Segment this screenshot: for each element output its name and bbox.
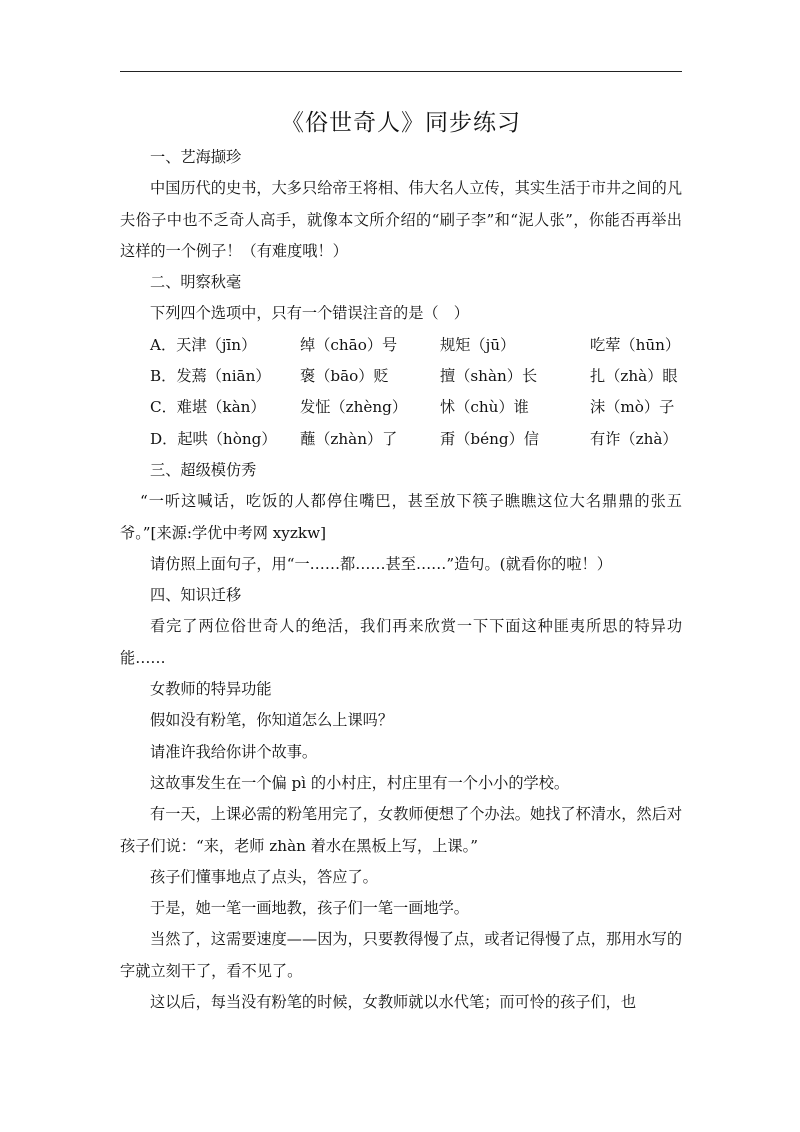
option-item: 有诈（zhà） [590, 429, 678, 448]
story-title: 女教师的特异功能 [150, 680, 272, 699]
option-item: 擅（shàn）长 [440, 367, 538, 386]
section-4-heading: 四、知识迁移 [150, 586, 242, 605]
option-row-b [150, 361, 682, 392]
section-1-heading: 一、艺海撷珍 [150, 148, 242, 166]
option-item: D．起哄（hòng） [150, 429, 277, 448]
option-item: 吃荤（hūn） [590, 335, 681, 354]
option-row-a [150, 330, 682, 361]
option-item: C．难堪（kàn） [150, 398, 266, 417]
header-rule [120, 71, 682, 72]
option-item: 蘸（zhàn）了 [300, 429, 398, 448]
story-paragraph: 于是，她一笔一画地教，孩子们一笔一画地学。 [150, 899, 469, 918]
option-item: 沫（mò）子 [590, 398, 675, 417]
story-paragraph: 这以后，每当没有粉笔的时候，女教师就以水代笔；而可怜的孩子们，也 [150, 993, 636, 1012]
section-3-heading: 三、超级模仿秀 [150, 460, 257, 479]
option-item: 发怔（zhèng） [300, 398, 408, 417]
section-3-quote: “一听这喊话，吃饭的人都停住嘴巴，甚至放下筷子瞧瞧这位大名鼎鼎的张五爷。”[来源:学优中考网 xyzkw] [120, 492, 682, 542]
section-2-heading: 二、明察秋毫 [150, 273, 242, 292]
option-item: B．发蔫（niān） [150, 367, 271, 386]
section-4-intro: 看完了两位俗世奇人的绝活，我们再来欣赏一下下面这种匪夷所思的特异功能…… [120, 617, 682, 667]
option-row-d [150, 424, 682, 455]
option-row-c [150, 392, 682, 423]
story-paragraph: 假如没有粉笔，你知道怎么上课吗？ [150, 711, 393, 730]
section-3-task: 请仿照上面句子，用“一……都……甚至……”造句。(就看你的啦！） [150, 554, 612, 573]
option-item: 扎（zhà）眼 [590, 367, 678, 386]
story-paragraph: 当然了，这需要速度——因为，只要教得慢了点，或者记得慢了点，那用水写的字就立刻干了，看不见了。 [120, 930, 682, 980]
option-item: 绰（chāo）号 [300, 335, 398, 354]
option-item: A．天津（jīn） [150, 335, 257, 354]
option-item: 褒（bāo）贬 [300, 367, 389, 386]
option-item: 甭（béng）信 [440, 429, 539, 448]
story-paragraph: 请准许我给你讲个故事。 [150, 742, 318, 761]
page-title: 《俗世奇人》同步练习 [281, 110, 521, 136]
document-body [120, 142, 682, 1018]
story-paragraph: 有一天，上课必需的粉笔用完了，女教师便想了个办法。她找了杯清水，然后对孩子们说：“来，老师 zhàn 着水在黑板上写，上课。” [120, 805, 682, 855]
section-1-text: 中国历代的史书，大多只给帝王将相、伟大名人立传，其实生活于市井之间的凡夫俗子中也不乏奇人高手，就像本文所介绍的“刷子李”和“泥人张”，你能否再举出这样的一个例子！（有难度哦！） [120, 179, 682, 260]
section-2-question: 下列四个选项中，只有一个错误注音的是（ ） [150, 304, 469, 323]
option-item: 规矩（jū） [440, 335, 516, 354]
story-paragraph: 这故事发生在一个偏 pì 的小村庄，村庄里有一个小小的学校。 [150, 773, 570, 792]
option-item: 怵（chù）谁 [440, 398, 529, 417]
story-paragraph: 孩子们懂事地点了点头，答应了。 [150, 867, 378, 886]
